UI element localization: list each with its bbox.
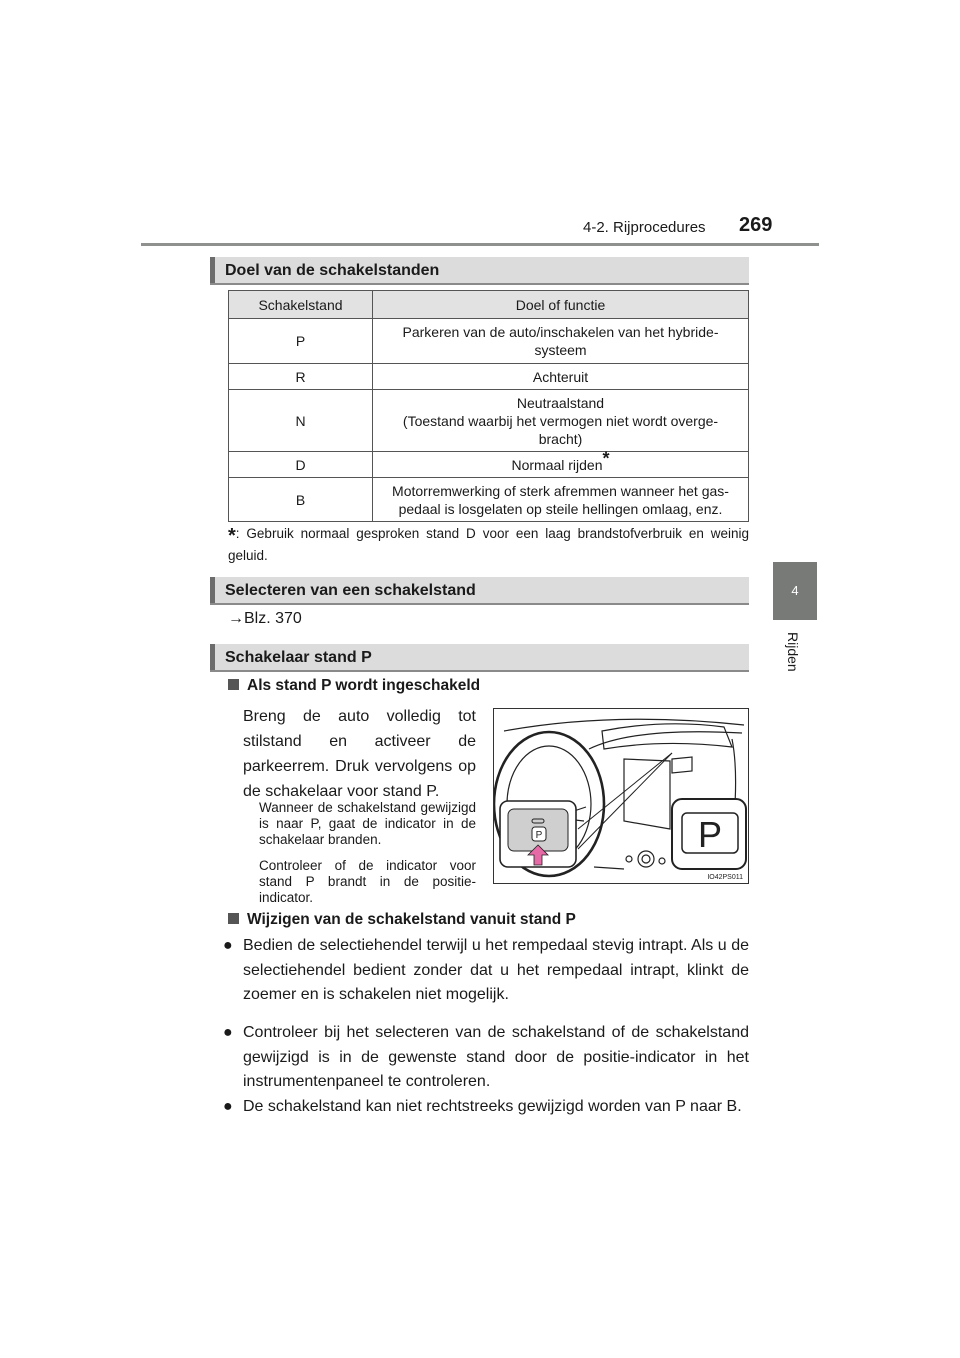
bullet-text: Controleer bij het selecteren van de schakelstand of de schakelstand gewijzigd is in de gewenste stand door de positie-indicator in het instrumentenpaneel te controleren. <box>243 1024 749 1090</box>
bullet-item <box>223 1021 749 1095</box>
square-bullet-icon <box>228 679 239 690</box>
table-row <box>229 478 749 522</box>
cell-line: Motorremwerking of sterk afremmen wanneer het gas- <box>392 482 729 499</box>
table-cell-stand: B <box>229 478 373 522</box>
header-section: 4-2. Rijprocedures <box>583 219 706 236</box>
table-cell-doel <box>373 364 749 390</box>
table-cell-stand: N <box>229 390 373 452</box>
table-cell-stand: P <box>229 319 373 364</box>
table-row <box>229 364 749 390</box>
cell-line: pedaal is losgelaten op steile hellingen omlaag, enz. <box>398 500 723 517</box>
table-header-cell: Schakelstand <box>229 291 373 319</box>
cell-line: Parkeren van de auto/inschakelen van het hybride- <box>402 324 719 340</box>
subheading-als-stand-p <box>228 677 480 695</box>
table-row <box>229 452 749 478</box>
table-header-row <box>229 291 749 319</box>
page-number: 269 <box>739 214 773 236</box>
subheading-wijzigen <box>228 911 576 929</box>
bullet-text: Bedien de selectiehendel terwijl u het rempedaal stevig intrapt. Als u de selectiehendel bedient zonder dat u het rempedaal intrapt, klinkt de zoemer en is schakelen niet mogelijk. <box>243 937 749 1003</box>
table-cell-stand: D <box>229 452 373 478</box>
footnote <box>228 524 749 566</box>
footnote-text: : Gebruik normaal gesproken stand D voor een laag brandstofverbruik en weinig geluid. <box>228 526 749 563</box>
small-p-label: P <box>535 830 543 841</box>
table-cell-doel <box>373 447 749 478</box>
dashboard-drawing <box>494 709 748 883</box>
bullet-text: De schakelstand kan niet rechtstreeks gewijzigd worden van P naar B. <box>243 1098 742 1115</box>
dashboard-illustration <box>493 708 749 884</box>
note-position-indicator: Controleer of de indicator voor stand P brandt in de positie-indicator. <box>259 858 476 905</box>
cell-line: bracht) <box>538 430 583 447</box>
table-cell-stand: R <box>229 364 373 390</box>
asterisk-marker: * <box>602 447 610 468</box>
shift-position-table <box>228 290 749 522</box>
chapter-tab-label: Rijden <box>785 632 801 672</box>
table-cell-doel <box>373 478 749 522</box>
bullet-dot-icon: ● <box>223 937 233 954</box>
header-rule <box>141 243 819 246</box>
footnote-marker: * <box>228 525 236 547</box>
bullet-dot-icon: ● <box>223 1098 233 1115</box>
table-cell-doel <box>373 319 749 364</box>
note-indicator: Wanneer de schakelstand gewijzigd is naar P, gaat de indicator in de schakelaar branden. <box>259 800 476 847</box>
page-reference-link[interactable]: →Blz. 370 <box>228 610 302 627</box>
instruction-paragraph: Breng de auto volledig tot stilstand en activeer de parkeerrem. Druk vervolgens op de schakelaar voor stand P. <box>243 708 476 800</box>
figure-code: IO42PS011 <box>707 874 743 881</box>
square-bullet-icon <box>228 913 239 924</box>
cell-line: Normaal rijden <box>511 456 603 473</box>
bullet-item <box>223 1095 749 1120</box>
p-button-label: P <box>697 814 723 855</box>
bullet-dot-icon: ● <box>223 1024 233 1041</box>
table-cell-doel <box>373 390 749 452</box>
cell-line: systeem <box>534 342 587 358</box>
cell-line: Achteruit <box>532 368 589 385</box>
cell-line: Neutraalstand <box>516 394 605 411</box>
subheading-text: Als stand P wordt ingeschakeld <box>247 677 481 694</box>
section-heading-doel: Doel van de schakelstanden <box>210 257 749 285</box>
bullet-item <box>223 934 749 1008</box>
cell-line: (Toestand waarbij het vermogen niet wordt overge- <box>402 412 719 429</box>
table-row <box>229 319 749 364</box>
subheading-text: Wijzigen van de schakelstand vanuit stand P <box>247 911 576 928</box>
section-heading-selecteren: Selecteren van een schakelstand <box>210 577 749 605</box>
table-header-cell: Doel of functie <box>373 291 749 319</box>
chapter-tab: 4 <box>773 562 817 620</box>
table-row <box>229 390 749 452</box>
section-heading-schakelaar: Schakelaar stand P <box>210 644 749 672</box>
